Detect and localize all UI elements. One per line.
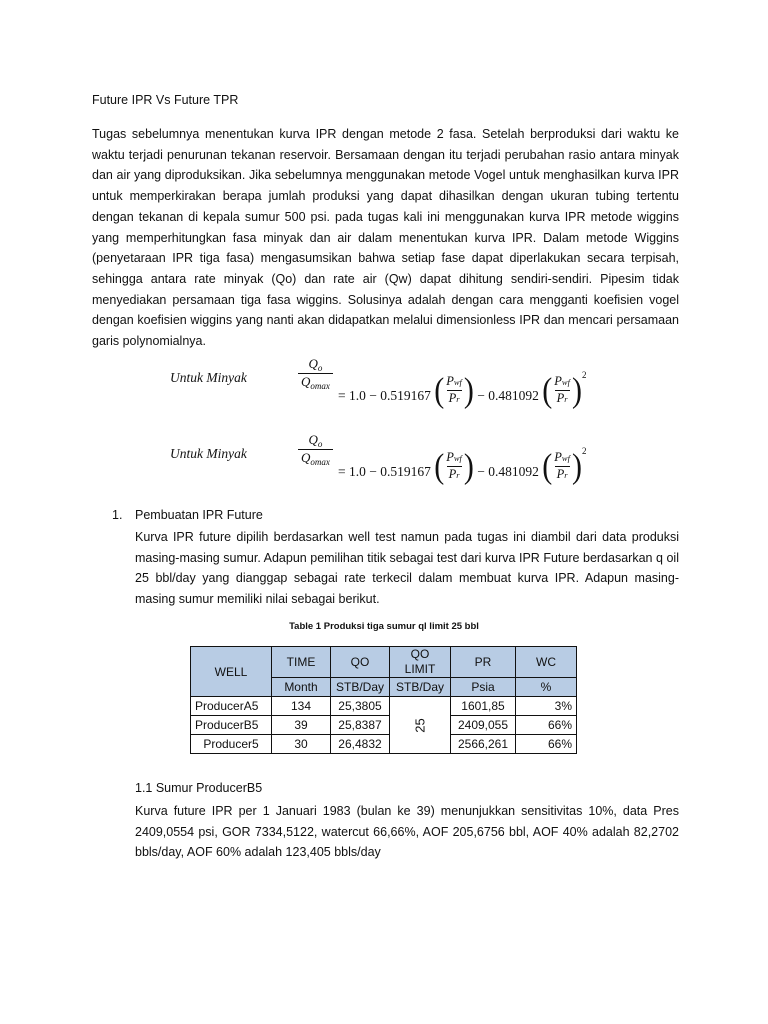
table-header-row bbox=[191, 647, 577, 678]
equation-label: Untuk Minyak bbox=[170, 370, 247, 385]
unit-wc: % bbox=[516, 678, 577, 697]
cell-pr: 2409,055 bbox=[451, 716, 516, 735]
table-caption: Table 1 Produksi tiga sumur ql limit 25 bbl bbox=[289, 621, 479, 632]
cell-wc: 3% bbox=[516, 697, 577, 716]
unit-qo-limit: STB/Day bbox=[390, 678, 451, 697]
cell-pr: 1601,85 bbox=[451, 697, 516, 716]
section-paragraph: Kurva IPR future dipilih berdasarkan well test namun pada tugas ini diambil dari data produksi masing-masing sumur. Adapun pemilihan titik sebagai test dari kurva IPR Future berdasarkan q oil 25 bbl/day yang dianggap sebagai rate terkecil dalam membuat kurva IPR. Adapun masing-masing sumur memiliki nilai sebagai berikut. bbox=[135, 530, 679, 607]
cell-time: 39 bbox=[272, 716, 331, 735]
intro-paragraph: Tugas sebelumnya menentukan kurva IPR dengan metode 2 fasa. Setelah berproduksi dari waktu ke waktu terjadi penurunan tekanan reservoir. Bersamaan dengan itu terjadi perubahan rasio antara minyak dan air yang diproduksikan. Jika sebelumnya menggunakan metode Vogel untuk menghasilkan kurva IPR untuk memperkirakan berapa jumlah produksi yang dapat dihasilkan dengan ukuran tubing tertentu dengan tekanan di kepala sumur 500 psi. pada tugas kali ini menggunakan kurva IPR metode wiggins yang memperhitungkan fasa minyak dan air dalam menentukan kurva IPR. Dalam metode Wiggins (penyetaraan IPR tiga fasa) mengasumsikan bahwa setiap fase dapat diperlakukan secara terpisah, sehingga antara rate minyak (Qo) dan rate air (Qw) dapat dihitung sendiri-sendiri. Pipesim tidak menyediakan persamaan tiga fasa wiggins. Solusinya adalah dengan cara mengganti koefisien vogel dengan koefisien wiggins yang nanti akan didapatkan melalui dimensionless IPR dan mencari persamaan garis polynomialnya. bbox=[92, 127, 679, 349]
cell-time: 134 bbox=[272, 697, 331, 716]
cell-qo: 25,3805 bbox=[331, 697, 390, 716]
equation-oil-1 bbox=[170, 356, 640, 410]
unit-qo: STB/Day bbox=[331, 678, 390, 697]
equation-oil-2 bbox=[170, 432, 640, 486]
header-qo: QO bbox=[331, 647, 390, 678]
table-row bbox=[191, 735, 577, 754]
unit-time: Month bbox=[272, 678, 331, 697]
cell-qo: 25,8387 bbox=[331, 716, 390, 735]
equation-lhs-fraction: $Q_o$ $Q_{omax}$ bbox=[298, 356, 333, 391]
cell-well: ProducerA5 bbox=[191, 697, 272, 716]
section-heading: Pembuatan IPR Future bbox=[135, 508, 263, 522]
equation-label: Untuk Minyak bbox=[170, 446, 247, 461]
cell-time: 30 bbox=[272, 735, 331, 754]
cell-well: Producer5 bbox=[191, 735, 272, 754]
cell-wc: 66% bbox=[516, 716, 577, 735]
unit-pr: Psia bbox=[451, 678, 516, 697]
table-row bbox=[191, 716, 577, 735]
header-time: TIME bbox=[272, 647, 331, 678]
equation-rhs: = 1.0 − 0.519167 ( Pwf Pr ) − 0.481092 ( Pwf Pr ) $^2$ bbox=[338, 370, 587, 410]
subsection-heading: 1.1 Sumur ProducerB5 bbox=[135, 781, 263, 795]
header-pr: PR bbox=[451, 647, 516, 678]
cell-pr: 2566,261 bbox=[451, 735, 516, 754]
cell-qo-limit: 25 bbox=[390, 697, 451, 754]
page-title: Future IPR Vs Future TPR bbox=[92, 93, 239, 107]
cell-qo: 26,4832 bbox=[331, 735, 390, 754]
production-table bbox=[190, 646, 577, 754]
cell-wc: 66% bbox=[516, 735, 577, 754]
section-number: 1. bbox=[112, 508, 123, 522]
header-qo-limit: QO LIMIT bbox=[390, 647, 451, 678]
equation-lhs-fraction: $Q_o$ $Q_{omax}$ bbox=[298, 432, 333, 467]
equation-rhs: = 1.0 − 0.519167 ( Pwf Pr ) − 0.481092 ( Pwf Pr ) $^2$ bbox=[338, 446, 587, 486]
header-wc: WC bbox=[516, 647, 577, 678]
cell-well: ProducerB5 bbox=[191, 716, 272, 735]
header-well: WELL bbox=[191, 647, 272, 697]
subsection-paragraph: Kurva future IPR per 1 Januari 1983 (bulan ke 39) menunjukkan sensitivitas 10%, data Pres 2409,0554 psi, GOR 7334,5122, watercut 66,66%, AOF 205,6756 bbl, AOF 40% adalah 82,2702 bbls/day, AOF 60% adalah 123,405 bbls/day bbox=[135, 804, 679, 860]
table-row bbox=[191, 697, 577, 716]
